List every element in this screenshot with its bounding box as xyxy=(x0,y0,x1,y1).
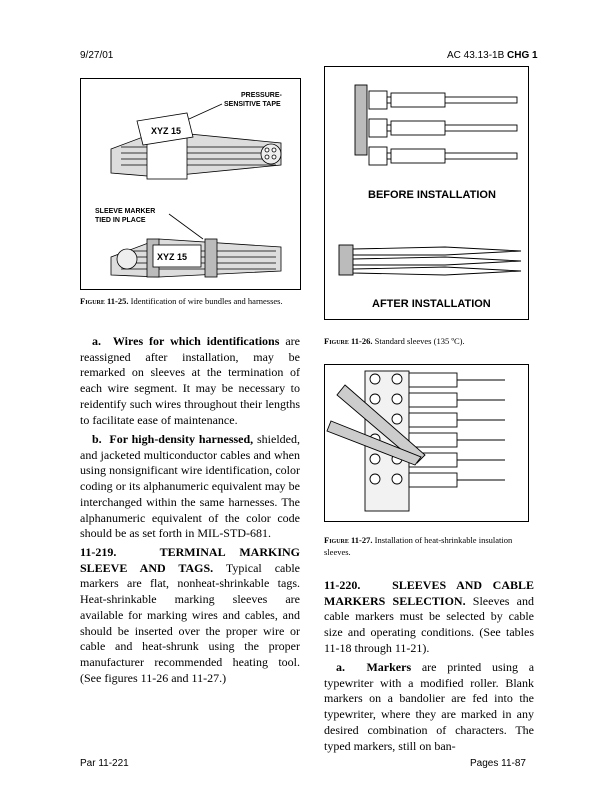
section-11-220: 11-220. SLEEVES AND CABLE MARKERS SELECTION. Sleeves and cable markers must be selected by cable size and operating conditions. (See tables 11-18 through 11-21). xyxy=(324,578,534,655)
label-pressure: PRESSURE- xyxy=(241,92,282,99)
label-tied-in-place: TIED IN PLACE xyxy=(95,217,146,224)
header-doc-id: AC 43.13-1B CHG 1 xyxy=(447,50,538,61)
tag-xyz15-upper: XYZ 15 xyxy=(151,126,182,136)
figure-11-25-caption: Figure 11-25. Identification of wire bundles and harnesses. xyxy=(80,296,283,306)
section-11-219: 11-219. TERMINAL MARKING SLEEVE AND TAGS. Typical cable markers are flat, nonheat-shrinkable tags. Heat-shrinkable marking sleeves are available for marking wires and cables, and should be inserted over the proper wire or cable and heat-shrunk using the proper manufacturer recommended heating tool. (See figures 11-26 and 11-27.) xyxy=(80,545,300,685)
standard-sleeves-illustration xyxy=(325,67,528,319)
figure-11-26-caption: Figure 11-26. Standard sleeves (135 ºC). xyxy=(324,336,465,346)
figure-11-27-caption: Figure 11-27. Installation of heat-shrinkable insulation sleeves. xyxy=(324,535,513,557)
label-sleeve-marker: SLEEVE MARKER xyxy=(95,208,156,215)
paragraph-a: a. Wires for which identifications are reassigned after installation, may be remarked on sleeves at the termination of each wire segment. It may be necessary to reidentify such wires throughout their lengths to facilitate ease of maintenance. xyxy=(80,334,301,427)
footer-page-number: Pages 11-87 xyxy=(470,758,526,769)
label-after-installation: AFTER INSTALLATION xyxy=(372,298,491,310)
wire-bundle-illustration xyxy=(81,79,300,289)
figure-11-26 xyxy=(324,66,529,320)
header-date: 9/27/01 xyxy=(80,50,114,61)
label-before-installation: BEFORE INSTALLATION xyxy=(368,189,496,201)
footer-paragraph-ref: Par 11-221 xyxy=(80,758,129,769)
heat-shrink-installation-illustration xyxy=(325,365,528,521)
figure-11-25 xyxy=(80,78,301,290)
paragraph-b: b. For high-density harnessed, shielded, and jacketed multiconductor cables and when using nonsignificant wire identification, color coding or its alphanumeric equivalent may be interchanged within the same harnesses. The alphanumeric equivalent of the color code should be as set forth in MIL-STD-681. xyxy=(80,432,301,541)
figure-11-27 xyxy=(324,364,529,522)
label-sensitive-tape: SENSITIVE TAPE xyxy=(224,101,281,108)
tag-xyz15-lower: XYZ 15 xyxy=(157,252,188,262)
paragraph-220-a: a. Markers are printed using a typewriter with a modified roller. Blank markers on a bandolier are fed into the typewriter, where they are marked in any desired combination of characters. The typed markers, still on ban- xyxy=(324,660,535,753)
